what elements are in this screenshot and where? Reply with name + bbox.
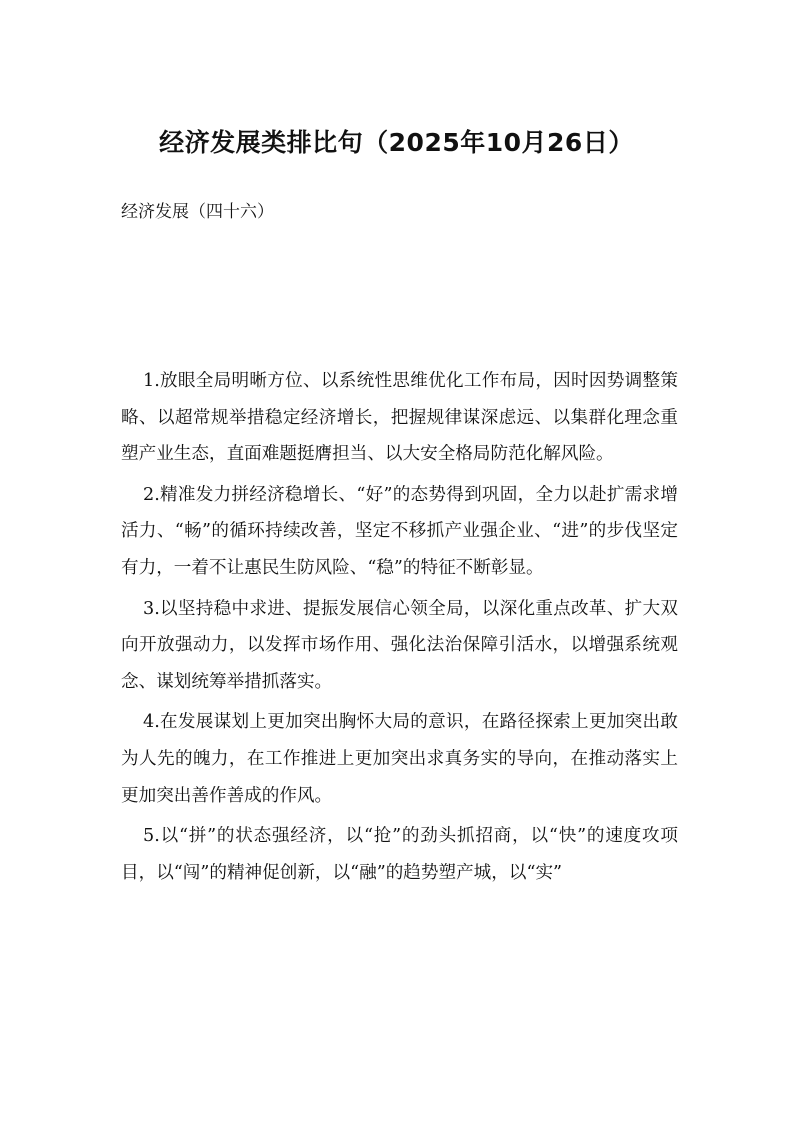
- document-title: 经济发展类排比句（2025年10月26日）: [159, 128, 634, 157]
- paragraph-5: 5.以“拼”的状态强经济，以“抢”的劲头抓招商，以“快”的速度攻项目，以“闯”的精神促创新，以“融”的趋势塑产城，以“实”: [121, 826, 678, 883]
- paragraph-3: 3.以坚持稳中求进、提振发展信心领全局，以深化重点改革、扩大双向开放强动力，以发挥市场作用、强化法治保障引活水，以增强系统观念、谋划统筹举措抓落实。: [121, 598, 678, 692]
- document-subtitle: 经济发展（四十六）: [121, 202, 274, 222]
- paragraph-4: 4.在发展谋划上更加突出胸怀大局的意识，在路径探索上更加突出敢为人先的魄力，在工作推进上更加突出求真务实的导向，在推动落实上更加突出善作善成的作风。: [121, 712, 678, 806]
- document-body: [121, 363, 678, 891]
- paragraph-1: 1.放眼全局明晰方位、以系统性思维优化工作布局，因时因势调整策略、以超常规举措稳定经济增长，把握规律谋深虑远、以集群化理念重塑产业生态，直面难题挺膺担当、以大安全格局防范化解风险。: [121, 371, 678, 465]
- paragraph-2: 2.精准发力拼经济稳增长、“好”的态势得到巩固，全力以赴扩需求增活力、“畅”的循环持续改善，坚定不移抓产业强企业、“进”的步伐坚定有力，一着不让惠民生防风险、“稳”的特征不断彰显。: [121, 484, 678, 578]
